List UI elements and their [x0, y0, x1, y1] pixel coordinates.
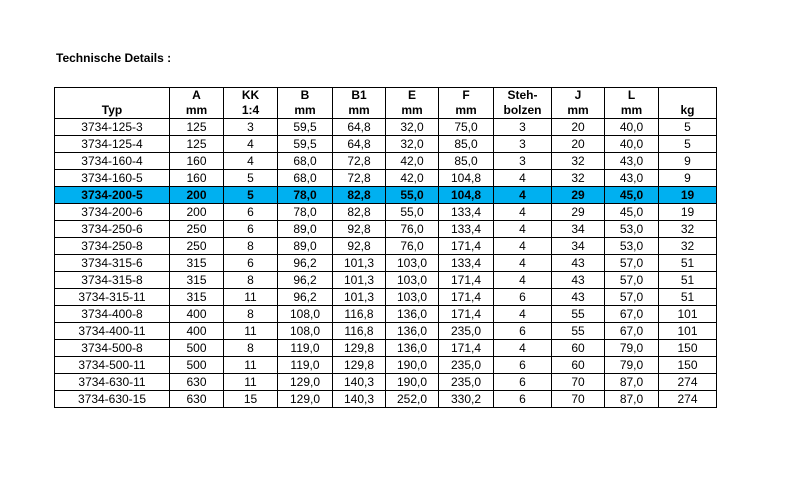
table-row [55, 221, 717, 238]
table-cell: 43 [552, 255, 605, 272]
table-cell: 400 [170, 323, 224, 340]
table-cell: 4 [224, 136, 278, 153]
table-cell: 42,0 [386, 153, 439, 170]
header-cell-bottom: bolzen [494, 103, 552, 119]
type-cell: 3734-400-11 [55, 323, 170, 340]
header-cell-top: E [386, 88, 439, 104]
table-cell: 4 [494, 170, 552, 187]
table-cell: 20 [552, 136, 605, 153]
table-cell: 315 [170, 289, 224, 306]
table-cell: 5 [659, 119, 717, 136]
table-cell: 15 [224, 391, 278, 408]
table-cell: 4 [494, 238, 552, 255]
table-cell: 57,0 [605, 272, 659, 289]
type-cell: 3734-125-4 [55, 136, 170, 153]
table-cell: 67,0 [605, 323, 659, 340]
table-cell: 171,4 [439, 340, 494, 357]
table-cell: 630 [170, 391, 224, 408]
header-cell-bottom: 1:4 [224, 103, 278, 119]
table-cell: 103,0 [386, 289, 439, 306]
table-row [55, 153, 717, 170]
table-cell: 87,0 [605, 374, 659, 391]
table-cell: 32 [552, 170, 605, 187]
table-cell: 252,0 [386, 391, 439, 408]
table-cell: 55,0 [386, 187, 439, 204]
table-cell: 68,0 [278, 153, 333, 170]
table-cell: 171,4 [439, 306, 494, 323]
header-cell-top: KK [224, 88, 278, 104]
table-cell: 108,0 [278, 323, 333, 340]
table-cell: 42,0 [386, 170, 439, 187]
table-cell: 4 [494, 204, 552, 221]
table-cell: 85,0 [439, 153, 494, 170]
type-cell: 3734-315-6 [55, 255, 170, 272]
table-cell: 274 [659, 391, 717, 408]
table-cell: 51 [659, 272, 717, 289]
table-cell: 235,0 [439, 374, 494, 391]
table-cell: 9 [659, 153, 717, 170]
table-cell: 68,0 [278, 170, 333, 187]
table-cell: 76,0 [386, 221, 439, 238]
table-row [55, 289, 717, 306]
table-cell: 116,8 [333, 323, 386, 340]
table-cell: 53,0 [605, 238, 659, 255]
header-cell-top: F [439, 88, 494, 104]
table-cell: 125 [170, 119, 224, 136]
type-cell: 3734-315-11 [55, 289, 170, 306]
table-row [55, 204, 717, 221]
table-cell: 630 [170, 374, 224, 391]
table-cell: 129,8 [333, 357, 386, 374]
table-cell: 29 [552, 187, 605, 204]
table-cell: 171,4 [439, 272, 494, 289]
table-cell: 8 [224, 238, 278, 255]
table-cell: 3 [494, 153, 552, 170]
table-cell: 136,0 [386, 323, 439, 340]
table-cell: 57,0 [605, 255, 659, 272]
table-cell: 150 [659, 340, 717, 357]
table-cell: 4 [494, 306, 552, 323]
type-cell: 3734-500-11 [55, 357, 170, 374]
table-cell: 55 [552, 323, 605, 340]
table-row [55, 136, 717, 153]
type-cell: 3734-630-15 [55, 391, 170, 408]
table-cell: 129,0 [278, 374, 333, 391]
table-cell: 3 [494, 119, 552, 136]
table-cell: 64,8 [333, 136, 386, 153]
table-cell: 190,0 [386, 357, 439, 374]
header-row-top [55, 88, 717, 104]
table-cell: 96,2 [278, 289, 333, 306]
table-cell: 171,4 [439, 289, 494, 306]
table-cell: 11 [224, 374, 278, 391]
table-cell: 3 [224, 119, 278, 136]
table-cell: 82,8 [333, 204, 386, 221]
table-cell: 133,4 [439, 255, 494, 272]
table-cell: 67,0 [605, 306, 659, 323]
table-cell: 59,5 [278, 136, 333, 153]
table-cell: 400 [170, 306, 224, 323]
header-cell-top: B1 [333, 88, 386, 104]
table-cell: 79,0 [605, 340, 659, 357]
table-cell: 160 [170, 170, 224, 187]
table-cell: 57,0 [605, 289, 659, 306]
table-cell: 60 [552, 357, 605, 374]
table-cell: 51 [659, 289, 717, 306]
table-cell: 20 [552, 119, 605, 136]
table-cell: 103,0 [386, 255, 439, 272]
table-cell: 200 [170, 204, 224, 221]
table-cell: 32 [552, 153, 605, 170]
table-cell: 8 [224, 272, 278, 289]
table-cell: 82,8 [333, 187, 386, 204]
table-cell: 500 [170, 357, 224, 374]
table-cell: 11 [224, 289, 278, 306]
table-row [55, 238, 717, 255]
table-cell: 32 [659, 238, 717, 255]
table-cell: 5 [224, 187, 278, 204]
table-cell: 6 [224, 221, 278, 238]
table-cell: 6 [494, 323, 552, 340]
table-body [55, 119, 717, 408]
header-cell-bottom: Typ [55, 103, 170, 119]
table-cell: 34 [552, 238, 605, 255]
table-cell: 6 [494, 374, 552, 391]
table-cell: 119,0 [278, 340, 333, 357]
header-cell-bottom: mm [278, 103, 333, 119]
table-cell: 76,0 [386, 238, 439, 255]
table-cell: 72,8 [333, 153, 386, 170]
table-cell: 200 [170, 187, 224, 204]
table-cell: 92,8 [333, 221, 386, 238]
table-cell: 190,0 [386, 374, 439, 391]
type-cell: 3734-500-8 [55, 340, 170, 357]
table-cell: 250 [170, 238, 224, 255]
table-cell: 55 [552, 306, 605, 323]
table-cell: 43 [552, 272, 605, 289]
table-cell: 29 [552, 204, 605, 221]
table-row [55, 357, 717, 374]
table-cell: 160 [170, 153, 224, 170]
table-cell: 4 [494, 221, 552, 238]
table-cell: 43,0 [605, 153, 659, 170]
table-cell: 6 [494, 289, 552, 306]
table-cell: 11 [224, 357, 278, 374]
table-row [55, 374, 717, 391]
header-cell-top: J [552, 88, 605, 104]
table-row [55, 306, 717, 323]
header-cell-top: L [605, 88, 659, 104]
table-cell: 4 [494, 272, 552, 289]
table-cell: 133,4 [439, 204, 494, 221]
table-cell: 315 [170, 255, 224, 272]
table-cell: 136,0 [386, 306, 439, 323]
header-cell-top: Steh- [494, 88, 552, 104]
header-cell-top: B [278, 88, 333, 104]
table-row [55, 323, 717, 340]
table-cell: 235,0 [439, 323, 494, 340]
table-cell: 11 [224, 323, 278, 340]
table-cell: 4 [494, 255, 552, 272]
table-row [55, 391, 717, 408]
table-cell: 136,0 [386, 340, 439, 357]
table-cell: 140,3 [333, 391, 386, 408]
table-row [55, 170, 717, 187]
header-cell-bottom: mm [605, 103, 659, 119]
header-cell-bottom: mm [386, 103, 439, 119]
table-cell: 40,0 [605, 119, 659, 136]
header-cell-top [55, 88, 170, 104]
type-cell: 3734-400-8 [55, 306, 170, 323]
table-cell: 129,0 [278, 391, 333, 408]
table-cell: 6 [224, 204, 278, 221]
table-cell: 4 [494, 340, 552, 357]
type-cell: 3734-315-8 [55, 272, 170, 289]
table-cell: 4 [224, 153, 278, 170]
header-cell-bottom: mm [552, 103, 605, 119]
table-cell: 72,8 [333, 170, 386, 187]
table-cell: 140,3 [333, 374, 386, 391]
table-cell: 43 [552, 289, 605, 306]
technical-details-table [54, 87, 717, 408]
type-cell: 3734-160-4 [55, 153, 170, 170]
type-cell: 3734-250-8 [55, 238, 170, 255]
table-cell: 6 [494, 391, 552, 408]
table-cell: 55,0 [386, 204, 439, 221]
table-cell: 70 [552, 374, 605, 391]
section-title: Technische Details : [56, 51, 172, 65]
header-cell-bottom: mm [333, 103, 386, 119]
table-cell: 78,0 [278, 204, 333, 221]
table-cell: 45,0 [605, 187, 659, 204]
type-cell: 3734-125-3 [55, 119, 170, 136]
table-cell: 104,8 [439, 170, 494, 187]
table-cell: 315 [170, 272, 224, 289]
header-cell-top [659, 88, 717, 104]
table-cell: 32,0 [386, 119, 439, 136]
table-cell: 79,0 [605, 357, 659, 374]
table-cell: 59,5 [278, 119, 333, 136]
table-cell: 60 [552, 340, 605, 357]
header-row-bottom [55, 103, 717, 119]
table-cell: 85,0 [439, 136, 494, 153]
table-cell: 5 [224, 170, 278, 187]
table-cell: 19 [659, 204, 717, 221]
header-cell-top: A [170, 88, 224, 104]
table-cell: 119,0 [278, 357, 333, 374]
table-row-highlighted [55, 187, 717, 204]
table-cell: 96,2 [278, 272, 333, 289]
table-cell: 129,8 [333, 340, 386, 357]
type-cell: 3734-200-6 [55, 204, 170, 221]
table-cell: 6 [224, 255, 278, 272]
header-cell-bottom: kg [659, 103, 717, 119]
type-cell: 3734-200-5 [55, 187, 170, 204]
table-cell: 101 [659, 323, 717, 340]
table-cell: 108,0 [278, 306, 333, 323]
table-cell: 8 [224, 306, 278, 323]
table-row [55, 340, 717, 357]
table-cell: 5 [659, 136, 717, 153]
table-cell: 8 [224, 340, 278, 357]
table-cell: 75,0 [439, 119, 494, 136]
table-cell: 19 [659, 187, 717, 204]
table-cell: 87,0 [605, 391, 659, 408]
table-cell: 6 [494, 357, 552, 374]
table-cell: 70 [552, 391, 605, 408]
table-cell: 101 [659, 306, 717, 323]
table-cell: 89,0 [278, 238, 333, 255]
table-cell: 32 [659, 221, 717, 238]
table-cell: 89,0 [278, 221, 333, 238]
table-cell: 235,0 [439, 357, 494, 374]
table-cell: 78,0 [278, 187, 333, 204]
table-row [55, 255, 717, 272]
table-cell: 43,0 [605, 170, 659, 187]
header-cell-bottom: mm [170, 103, 224, 119]
table-header [55, 88, 717, 119]
table-cell: 101,3 [333, 272, 386, 289]
table-cell: 250 [170, 221, 224, 238]
table-cell: 51 [659, 255, 717, 272]
table-cell: 64,8 [333, 119, 386, 136]
table-cell: 150 [659, 357, 717, 374]
table-cell: 45,0 [605, 204, 659, 221]
table-row [55, 119, 717, 136]
table-cell: 34 [552, 221, 605, 238]
table-cell: 3 [494, 136, 552, 153]
table-cell: 103,0 [386, 272, 439, 289]
table-cell: 116,8 [333, 306, 386, 323]
header-cell-bottom: mm [439, 103, 494, 119]
table-cell: 53,0 [605, 221, 659, 238]
table-cell: 4 [494, 187, 552, 204]
type-cell: 3734-160-5 [55, 170, 170, 187]
table-cell: 32,0 [386, 136, 439, 153]
type-cell: 3734-630-11 [55, 374, 170, 391]
table-cell: 125 [170, 136, 224, 153]
table-cell: 96,2 [278, 255, 333, 272]
table-cell: 104,8 [439, 187, 494, 204]
table-cell: 330,2 [439, 391, 494, 408]
table-cell: 40,0 [605, 136, 659, 153]
type-cell: 3734-250-6 [55, 221, 170, 238]
table-cell: 500 [170, 340, 224, 357]
table-cell: 92,8 [333, 238, 386, 255]
table-row [55, 272, 717, 289]
table-cell: 274 [659, 374, 717, 391]
table-cell: 101,3 [333, 255, 386, 272]
table-cell: 9 [659, 170, 717, 187]
table-cell: 101,3 [333, 289, 386, 306]
table-cell: 171,4 [439, 238, 494, 255]
table-cell: 133,4 [439, 221, 494, 238]
